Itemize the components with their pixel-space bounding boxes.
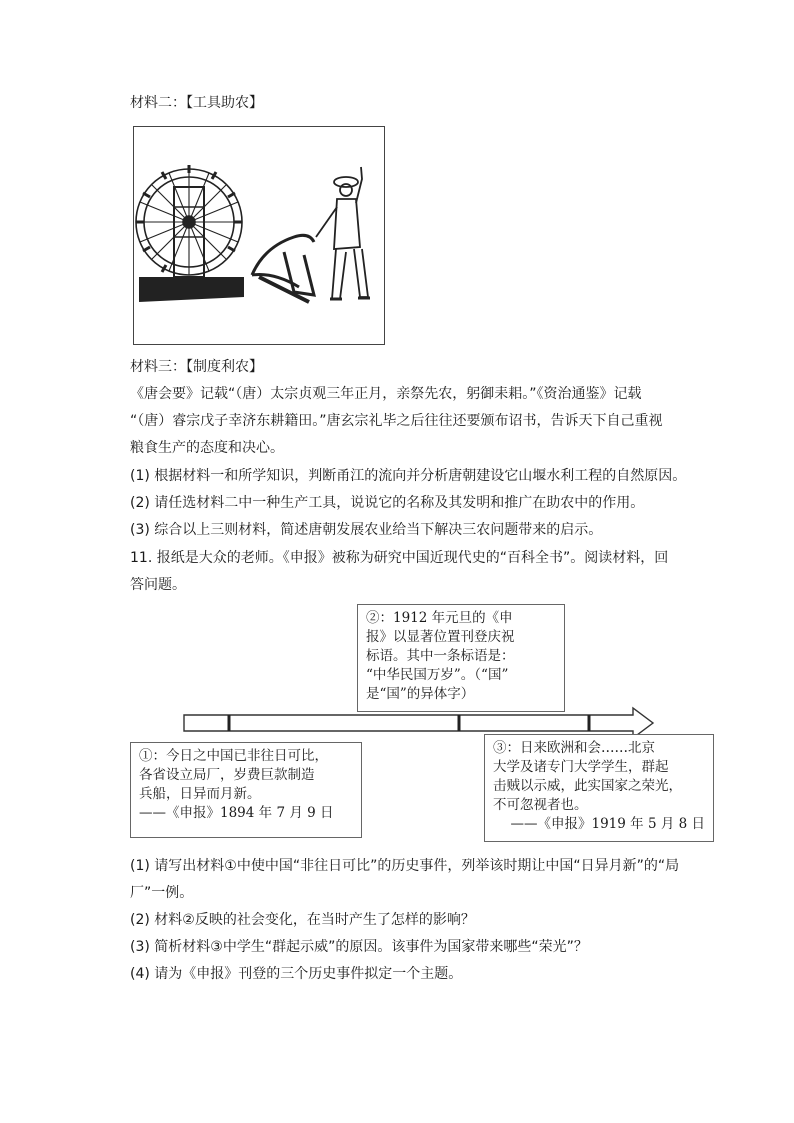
- q11-subquestion-1: (1) 请写出材料①中使中国“非往日可比”的历史事件，列举该时期让中国“日异月新”的“局: [130, 858, 680, 874]
- water-wheel-icon: [136, 165, 242, 277]
- material-box-1919: [484, 734, 714, 842]
- box-text-line: 是“国”的异体字）: [366, 686, 475, 702]
- water-wheel-and-plough-image: [134, 127, 384, 344]
- box-text-line: 各省设立局厂，岁费巨款制造: [139, 767, 315, 783]
- q10-subquestion-1: (1) 根据材料一和所学知识，判断甬江的流向并分析唐朝建设它山堰水利工程的自然原因。: [130, 468, 687, 484]
- box-text-line: 不可忽视者也。: [493, 797, 588, 813]
- box-text-line: ②：1912 年元旦的《申: [366, 610, 513, 626]
- box-text-line: “中华民国万岁”。（“国”: [366, 667, 509, 683]
- material2-heading: 材料二：【工具助农】: [130, 95, 263, 111]
- box-text-line: 大学及诸专门大学学生，群起: [493, 759, 669, 775]
- material-box-1912: [357, 604, 565, 712]
- material3-text-line: 《唐会要》记载“（唐）太宗贞观三年正月，亲祭先农，躬御耒耜。”《资治通鉴》记载: [130, 386, 642, 402]
- shenbao-timeline-figure: [128, 602, 718, 842]
- q10-subquestion-2: (2) 请任选材料二中一种生产工具，说说它的名称及其发明和推广在助农中的作用。: [130, 495, 645, 511]
- material3-text-line: “（唐）睿宗戊子幸济东耕籍田。”唐玄宗礼毕之后往往还要颁布诏书，告诉天下自己重视: [130, 413, 663, 429]
- box-source: ——《申报》1919 年 5 月 8 日: [510, 816, 705, 832]
- q11-intro: 11. 报纸是大众的老师。《申报》被称为研究中国近现代史的“百科全书”。阅读材料，回: [130, 550, 669, 566]
- curved-plough-icon: [252, 235, 314, 302]
- farming-tools-illustration: [133, 126, 385, 345]
- q11-subquestion-4: (4) 请为《申报》刊登的三个历史事件拟定一个主题。: [130, 966, 463, 982]
- box-source: ——《申报》1894 年 7 月 9 日: [139, 805, 334, 821]
- q11-intro-continued: 答问题。: [130, 577, 186, 593]
- box-text-line: 报》以显著位置刊登庆祝: [366, 629, 515, 645]
- q11-subquestion-1-continued: 厂”一例。: [130, 885, 194, 901]
- q11-subquestion-2: (2) 材料②反映的社会变化，在当时产生了怎样的影响？: [130, 912, 475, 928]
- box-text-line: 兵船，日异而月新。: [139, 786, 261, 802]
- box-text-line: ①：今日之中国已非往日可比，: [139, 748, 328, 764]
- q10-subquestion-3: (3) 综合以上三则材料，简述唐朝发展农业给当下解决三农问题带来的启示。: [130, 522, 603, 538]
- box-text-line: ③：日来欧洲和会……北京: [493, 740, 655, 756]
- material3-heading: 材料三：【制度利农】: [130, 359, 263, 375]
- material-box-1894: [130, 742, 362, 838]
- farmer-figure-icon: [316, 167, 370, 299]
- box-text-line: 标语。其中一条标语是：: [366, 648, 515, 664]
- material3-text-line: 粮食生产的态度和决心。: [130, 440, 284, 456]
- q11-subquestion-3: (3) 简析材料③中学生“群起示威”的原因。该事件为国家带来哪些“荣光”？: [130, 939, 588, 955]
- box-text-line: 击贼以示威，此实国家之荣光，: [493, 778, 682, 794]
